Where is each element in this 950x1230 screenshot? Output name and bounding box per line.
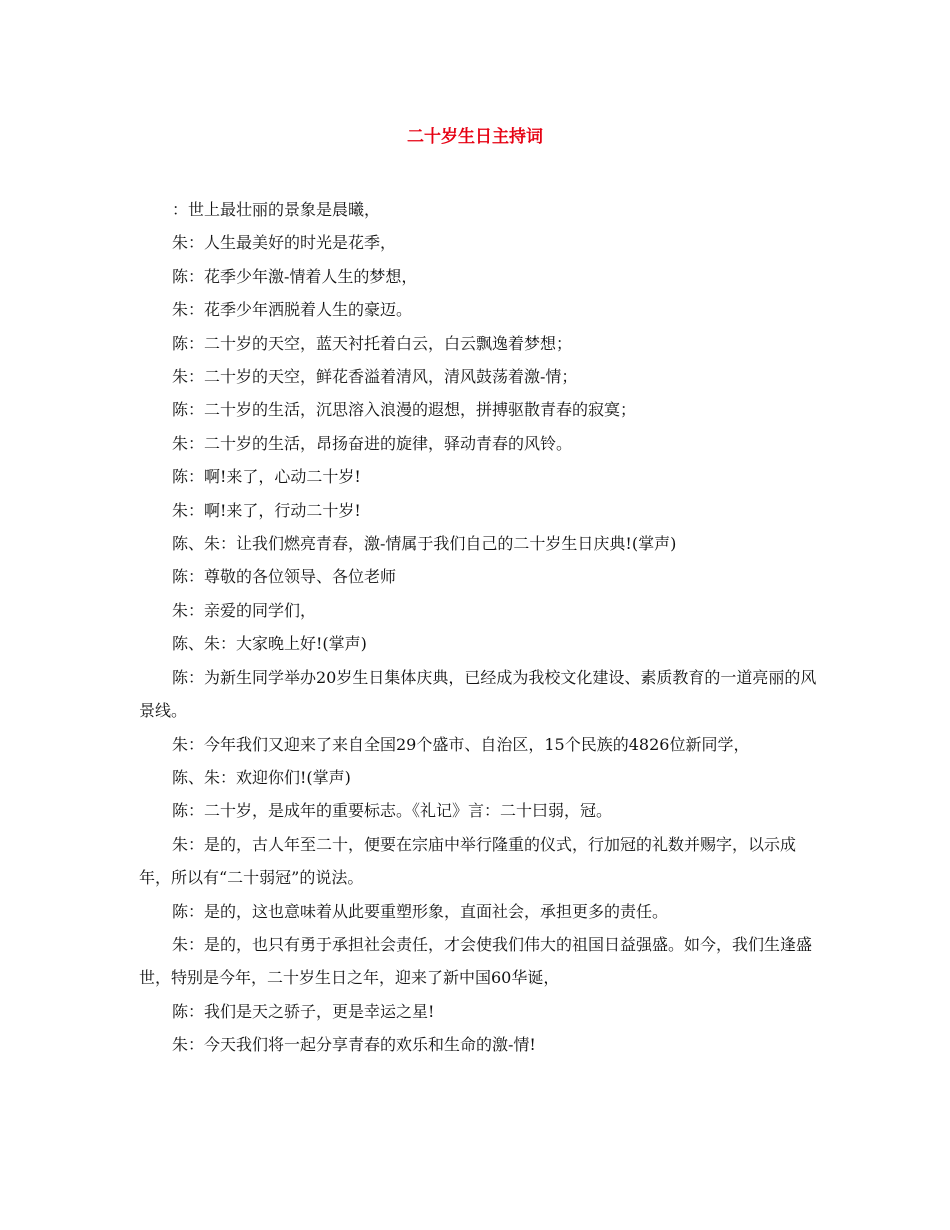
- paragraph: 陈、朱：让我们燃亮青春，激-情属于我们自己的二十岁生日庆典!(掌声): [172, 534, 677, 554]
- paragraph: 陈：尊敬的各位领导、各位老师: [172, 567, 397, 587]
- paragraph: 朱：啊!来了，行动二十岁!: [172, 500, 361, 520]
- paragraph: 朱：花季少年洒脱着人生的豪迈。: [172, 300, 413, 320]
- document-title: 二十岁生日主持词: [407, 127, 543, 147]
- document-body: [139, 193, 825, 1062]
- paragraph: 朱：二十岁的天空，鲜花香溢着清风，清风鼓荡着激-情；: [172, 367, 578, 387]
- paragraph: 朱：今天我们将一起分享青春的欢乐和生命的激-情!: [172, 1035, 536, 1055]
- paragraph: 陈：我们是天之骄子，更是幸运之星!: [172, 1001, 435, 1021]
- paragraph: ：世上最壮丽的景象是晨曦，: [172, 200, 381, 219]
- paragraph: 陈：花季少年激-情着人生的梦想，: [172, 266, 418, 286]
- paragraph: 朱：二十岁的生活，昂扬奋进的旋律，驿动青春的风铃。: [172, 433, 573, 453]
- paragraph: 陈：二十岁的生活，沉思溶入浪漫的遐想，拼搏驱散青春的寂寞；: [172, 400, 637, 420]
- paragraph: 陈、朱：大家晚上好!(掌声): [172, 634, 367, 654]
- paragraph: 陈、朱：欢迎你们!(掌声): [172, 767, 351, 787]
- paragraph: 朱：今年我们又迎来了来自全国29个盛市、自治区，15个民族的4826位新同学，: [172, 734, 750, 754]
- paragraph: 陈：啊!来了，心动二十岁!: [172, 467, 361, 487]
- paragraph: 陈：是的，这也意味着从此要重塑形象，直面社会，承担更多的责任。: [172, 901, 669, 921]
- paragraph: 朱：是的，古人年至二十，便要在宗庙中举行隆重的仪式，行加冠的礼数并赐字，以示成年，所以有“二十弱冠”的说法。: [139, 834, 797, 888]
- paragraph: 陈：为新生同学举办20岁生日集体庆典，已经成为我校文化建设、素质教育的一道亮丽的风景线。: [139, 667, 817, 721]
- paragraph: 朱：是的，也只有勇于承担社会责任，才会使我们伟大的祖国日益强盛。如今，我们生逢盛世，特别是今年，二十岁生日之年，迎来了新中国60华诞，: [139, 934, 813, 988]
- paragraph: 陈：二十岁，是成年的重要标志。《礼记》言：二十曰弱，冠。: [172, 801, 613, 821]
- paragraph: 陈：二十岁的天空，蓝天衬托着白云，白云飘逸着梦想；: [172, 333, 573, 353]
- paragraph: 朱：人生最美好的时光是花季，: [172, 233, 397, 253]
- paragraph: 朱：亲爱的同学们，: [172, 600, 317, 620]
